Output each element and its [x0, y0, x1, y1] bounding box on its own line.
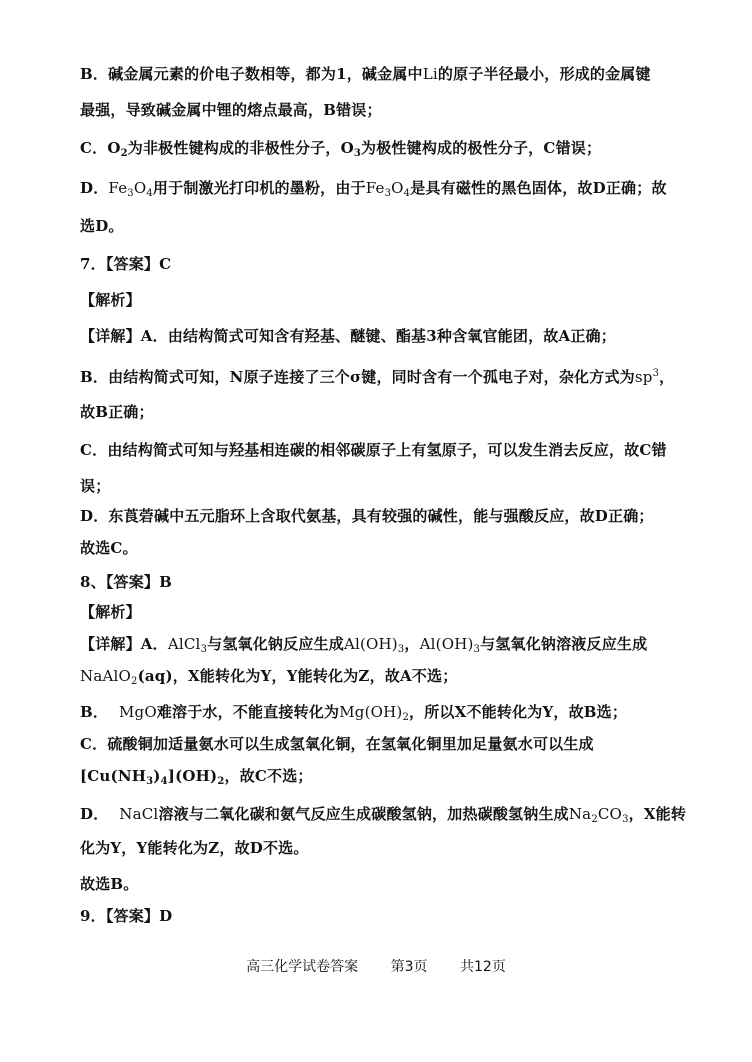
text-line: C．由结构简式可知与羟基相连碳的相邻碳原子上有氢原子，可以发生消去反应，故C错	[80, 441, 667, 459]
text-line: 【详解】A．由结构简式可知含有羟基、醚键、酯基3种含氧官能团，故A正确；	[80, 327, 616, 345]
answer-heading-9: 9．【答案】D	[80, 907, 173, 925]
page-footer	[0, 958, 752, 976]
text-line: D．东莨菪碱中五元脂环上含取代氨基，具有较强的碱性，能与强酸反应，故D正确；	[80, 507, 654, 525]
text-line: C．$O_2$为非极性键构成的非极性分子，$O_3$为极性键构成的极性分子，C错误；	[80, 139, 602, 159]
text-line: $[Cu(NH_3)_4](OH)_2$，故C不选；	[80, 767, 313, 787]
answer-heading-8: 8、【答案】B	[80, 573, 173, 591]
text-line: 【详解】A．AlCl$_3$与氢氧化钠反应生成$Al(OH)_3$，$Al(OH)_3$与氢氧化钠溶液反应生成	[80, 635, 648, 655]
text-line: B．由结构简式可知，N原子连接了三个σ键，同时含有一个孤电子对，杂化方式为$sp^3$，	[80, 368, 675, 386]
analysis-heading: 【解析】	[80, 603, 141, 621]
footer-title: 高三化学试卷答案	[246, 959, 359, 975]
footer-total-pages: 共12页	[460, 959, 506, 975]
text-line: 故B正确；	[80, 403, 154, 421]
text-line: 故选C。	[80, 539, 138, 557]
text-line: C．硫酸铜加适量氨水可以生成氢氧化铜，在氢氧化铜里加足量氨水可以生成	[80, 735, 594, 753]
answer-heading-7: 7．【答案】C	[80, 255, 172, 273]
footer-page-number: 第3页	[390, 959, 428, 975]
text-line: 最强，导致碱金属中锂的熔点最高，B错误；	[80, 101, 382, 119]
text-line: NaAlO$_2$(aq)，X能转化为Y，Y能转化为Z，故A不选；	[80, 667, 458, 687]
text-line: B． MgO难溶于水，不能直接转化为$Mg(OH)_2$，所以X不能转化为Y，故B选；	[80, 703, 628, 723]
text-line: B．碱金属元素的价电子数相等，都为1，碱金属中Li的原子半径最小，形成的金属键	[80, 65, 651, 83]
text-line: 选D。	[80, 217, 124, 235]
text-line: 故选B。	[80, 875, 139, 893]
text-line: 误；	[80, 477, 111, 495]
analysis-heading: 【解析】	[80, 291, 141, 309]
text-line: D．$Fe_3O_4$用于制激光打印机的墨粉，由于$Fe_3O_4$是具有磁性的黑色固体，故D正确；故	[80, 179, 667, 199]
text-line: D． NaCl溶液与二氧化碳和氨气反应生成碳酸氢钠，加热碳酸氢钠生成$Na_2CO_3$，X能转	[80, 805, 687, 825]
text-line: 化为Y，Y能转化为Z，故D不选。	[80, 839, 309, 857]
